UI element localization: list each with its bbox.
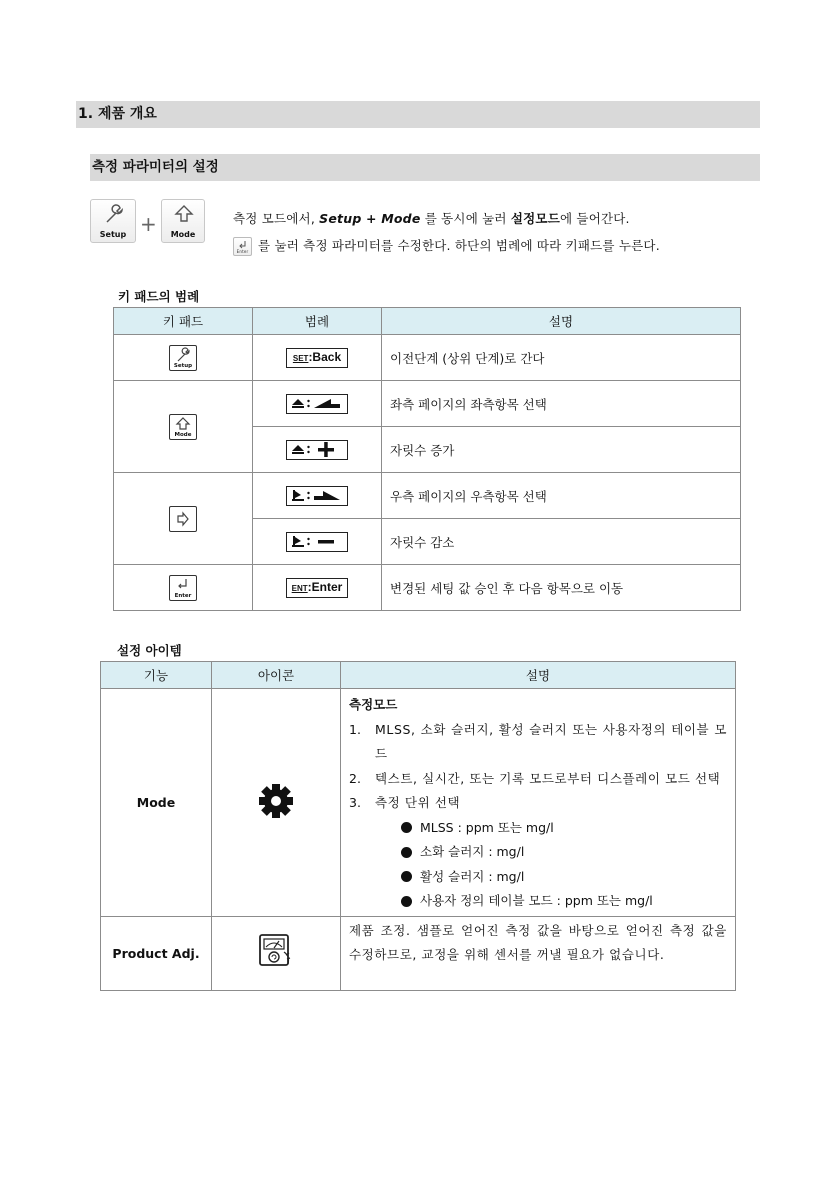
up-arrow-icon: [174, 204, 194, 226]
bullet-item: [349, 816, 727, 841]
subsection-header: [90, 154, 760, 181]
enter-icon: [234, 238, 251, 255]
bullet-item: [349, 840, 727, 865]
table-row: [101, 689, 736, 917]
intro-text: 를 동시에 눌러: [420, 211, 511, 226]
list-item: [349, 791, 727, 816]
mode-description: [341, 689, 736, 917]
intro-line-1: [233, 209, 630, 227]
legend-up-plus: [286, 440, 348, 460]
bullet-icon: [401, 896, 412, 907]
meter-adjust-icon: [256, 932, 296, 972]
table-row: [114, 565, 741, 611]
function-mode: Mode: [101, 689, 212, 917]
section-header: [76, 101, 760, 128]
legend-code: SET: [292, 353, 309, 363]
row-desc: 우측 페이지의 우측항목 선택: [382, 473, 741, 519]
table-header-row: [101, 662, 736, 689]
list-text: MLSS, 소화 슬러지, 활성 슬러지 또는 사용자정의 테이블 모드: [375, 721, 727, 761]
legend-ent-enter: [286, 578, 348, 598]
intro-text: 에 들어간다.: [559, 211, 630, 226]
settings-table-title: 설정 아이템: [117, 643, 182, 658]
row-desc: 좌측 페이지의 좌측항목 선택: [382, 381, 741, 427]
bullet-icon: [401, 822, 412, 833]
flag-and-minus-icon: [287, 533, 347, 550]
list-text: 텍스트, 실시간, 또는 기록 모드로부터 디스플레이 모드 선택: [375, 770, 721, 786]
product-adj-description: 제품 조정. 샘플로 얻어진 측정 값을 바탕으로 얻어진 측정 값을 수정하므로, 교정을 위해 센서를 꺼낼 필요가 없습니다.: [341, 916, 736, 990]
setup-key-icon: [169, 345, 197, 371]
header-icon: 아이콘: [212, 662, 341, 689]
legend-set-back: [286, 348, 348, 368]
mode-head: 측정모드: [349, 697, 398, 712]
table-row: [101, 916, 736, 990]
flag-and-ramp-right-icon: [287, 487, 347, 504]
row-desc: 이전단계 (상위 단계)로 간다: [382, 335, 741, 381]
intro-keys: Setup + Mode: [319, 211, 421, 226]
header-desc: 설명: [382, 308, 741, 335]
mode-key-icon: [169, 414, 197, 440]
setup-key-image: [90, 199, 136, 243]
table-row: [114, 381, 741, 427]
legend-text: :Enter: [307, 579, 343, 594]
mode-key-label: Mode: [170, 230, 196, 239]
list-item: [349, 767, 727, 792]
up-eject-and-ramp-left-icon: [287, 395, 347, 412]
up-eject-and-plus-icon: [287, 441, 347, 458]
bullet-text: 활성 슬러지 : mg/l: [420, 868, 525, 884]
legend-code: ENT: [291, 583, 308, 593]
legend-text: :Back: [308, 349, 342, 364]
intro-text-2: 를 눌러 측정 파라미터를 수정한다. 하단의 범례에 따라 키패드를 누른다.: [258, 238, 660, 253]
list-item: [349, 718, 727, 767]
function-product-adj: Product Adj.: [101, 916, 212, 990]
intro-line-2: [233, 236, 660, 256]
wrench-icon: [103, 204, 125, 226]
enter-icon: [170, 576, 196, 594]
right-arrow-icon: [170, 507, 196, 531]
bullet-text: MLSS : ppm 또는 mg/l: [420, 819, 554, 835]
table-row: [114, 335, 741, 381]
list-text: 측정 단위 선택: [375, 795, 461, 810]
bullet-item: [349, 889, 727, 914]
list-number: 1.: [349, 721, 361, 737]
legend-right-select: [286, 486, 348, 506]
enter-key-icon: [169, 575, 197, 601]
row-desc: 자릿수 증가: [382, 427, 741, 473]
table-row: [114, 473, 741, 519]
bullet-item: [349, 865, 727, 890]
setup-key-label: Setup: [99, 230, 127, 239]
header-keypad: 키 패드: [114, 308, 253, 335]
enter-mini-label: Enter: [236, 249, 249, 254]
key-label: Mode: [174, 431, 192, 438]
settings-items-table: [100, 661, 736, 991]
key-label: Setup: [173, 362, 193, 369]
header-desc: 설명: [341, 662, 736, 689]
bullet-icon: [401, 871, 412, 882]
mode-key-image: [161, 199, 205, 243]
intro-setup-mode: 설정모드: [510, 211, 560, 226]
intro-text: 측정 모드에서,: [233, 211, 320, 226]
bullet-text: 소화 슬러지 : mg/l: [420, 844, 525, 859]
row-desc: 변경된 세팅 값 승인 후 다음 항목으로 이동: [382, 565, 741, 611]
legend-right-minus: [286, 532, 348, 552]
list-number: 3.: [349, 795, 361, 810]
enter-key-mini: [233, 237, 252, 256]
subsection-title: 측정 파라미터의 설정: [92, 159, 219, 175]
plus-sign: +: [140, 212, 157, 236]
row-desc: 자릿수 감소: [382, 519, 741, 565]
bullet-icon: [401, 847, 412, 858]
header-legend: 범례: [253, 308, 382, 335]
keypad-table-title: 키 패드의 범례: [118, 289, 200, 304]
legend-up-left: [286, 394, 348, 414]
gear-icon: [257, 782, 295, 820]
key-label: Enter: [174, 592, 192, 599]
keypad-legend-table: [113, 307, 741, 611]
right-key-icon: [169, 506, 197, 532]
section-number: 1.: [78, 106, 94, 122]
section-title: 제품 개요: [97, 106, 157, 122]
header-function: 기능: [101, 662, 212, 689]
table-header-row: [114, 308, 741, 335]
list-number: 2.: [349, 770, 361, 786]
bullet-text: 사용자 정의 테이블 모드 : ppm 또는 mg/l: [420, 893, 653, 908]
